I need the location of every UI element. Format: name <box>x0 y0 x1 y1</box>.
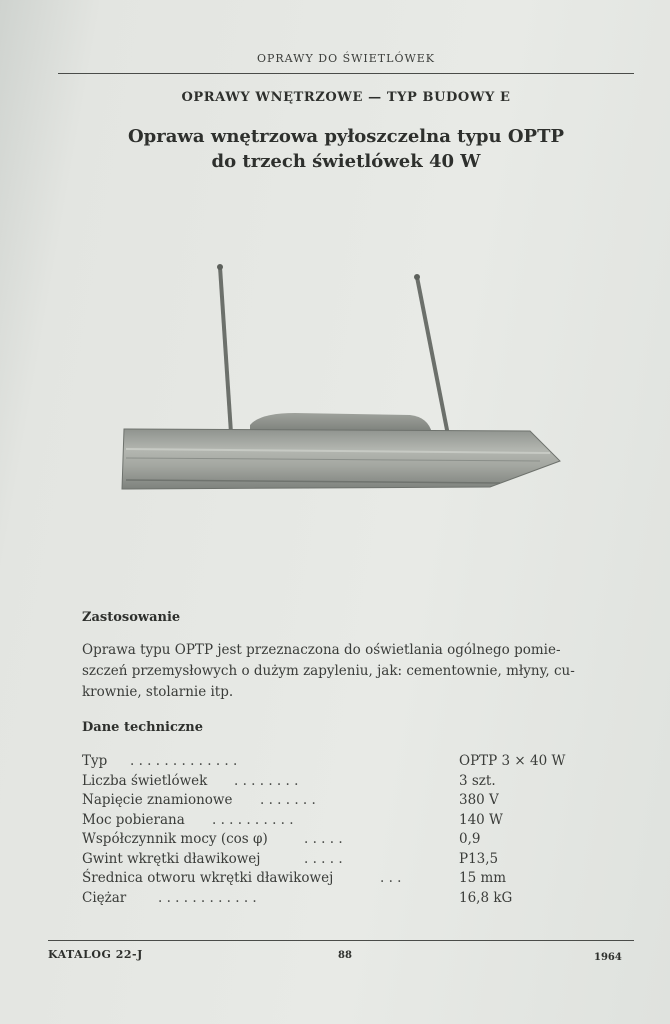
spec-value: 380 V <box>459 792 499 808</box>
spec-label: Ciężar <box>82 889 127 906</box>
running-head: OPRAWY DO ŚWIETLÓWEK <box>256 52 436 65</box>
page-title <box>60 124 632 174</box>
section-heading: OPRAWY WNĘTRZOWE — TYP BUDOWY E <box>181 90 511 105</box>
spec-leader-dots: . . . . . . . . . . <box>212 811 294 828</box>
spec-label: Moc pobierana <box>82 811 185 828</box>
spec-value: 0,9 <box>459 831 481 847</box>
zastosowanie-line-2: szczeń przemysłowych o dużym zapyleniu, jak: cementownie, młyny, cu- <box>82 663 575 679</box>
spec-row-wspolczynnik <box>82 830 602 850</box>
spec-leader-dots: . . . <box>380 870 402 886</box>
footer-year: 1964 <box>594 952 622 963</box>
dane-techniczne-heading: Dane techniczne <box>82 720 203 735</box>
zastosowanie-line-1: Oprawa typu OPTP jest przeznaczona do oświetlania ogólnego pomie- <box>82 642 561 658</box>
spec-row-napiecie <box>82 791 602 811</box>
spec-value: 140 W <box>459 811 503 828</box>
header-rule <box>58 73 634 74</box>
spec-row-liczba <box>82 772 602 792</box>
spec-label: Współczynnik mocy (cos φ) <box>82 831 268 847</box>
spec-table <box>82 752 602 908</box>
spec-leader-dots: . . . . . . . . <box>234 772 299 789</box>
spec-leader-dots: . . . . . <box>304 850 343 867</box>
spec-leader-dots: . . . . . . . <box>260 792 316 808</box>
spec-row-srednica <box>82 869 602 889</box>
spec-row-typ <box>82 752 602 772</box>
zastosowanie-text <box>82 640 630 703</box>
title-line-1: Oprawa wnętrzowa pyłoszczelna typu OPTP <box>128 126 564 147</box>
spec-row-moc <box>82 811 602 831</box>
spec-leader-dots: . . . . . . . . . . . . . <box>130 753 238 769</box>
spec-label: Gwint wkrętki dławikowej <box>82 850 261 867</box>
suspension-rod-left <box>220 267 231 433</box>
spec-row-ciezar <box>82 889 602 909</box>
spec-value: OPTP 3 × 40 W <box>459 753 566 769</box>
footer-catalog-id: KATALOG 22-J <box>48 948 143 961</box>
luminaire-photo <box>110 255 570 500</box>
title-line-2: do trzech świetlówek 40 W <box>211 151 481 172</box>
spec-value: 3 szt. <box>459 772 496 789</box>
spec-label: Typ <box>82 753 108 769</box>
spec-label: Napięcie znamionowe <box>82 792 233 808</box>
spec-value: P13,5 <box>459 850 499 867</box>
page-number: 88 <box>338 950 352 961</box>
spec-label: Liczba świetlówek <box>82 772 208 789</box>
spec-leader-dots: . . . . . . . . . . . . <box>158 889 257 906</box>
spec-value: 15 mm <box>459 870 507 886</box>
spec-row-gwint <box>82 850 602 870</box>
spec-label: Średnica otworu wkrętki dławikowej <box>82 870 334 886</box>
footer-rule <box>48 940 634 941</box>
spec-value: 16,8 kG <box>459 889 513 906</box>
spec-leader-dots: . . . . . <box>304 831 343 847</box>
zastosowanie-line-3: krownie, stolarnie itp. <box>82 684 234 700</box>
suspension-rod-right <box>417 277 448 435</box>
zastosowanie-heading: Zastosowanie <box>82 610 181 625</box>
